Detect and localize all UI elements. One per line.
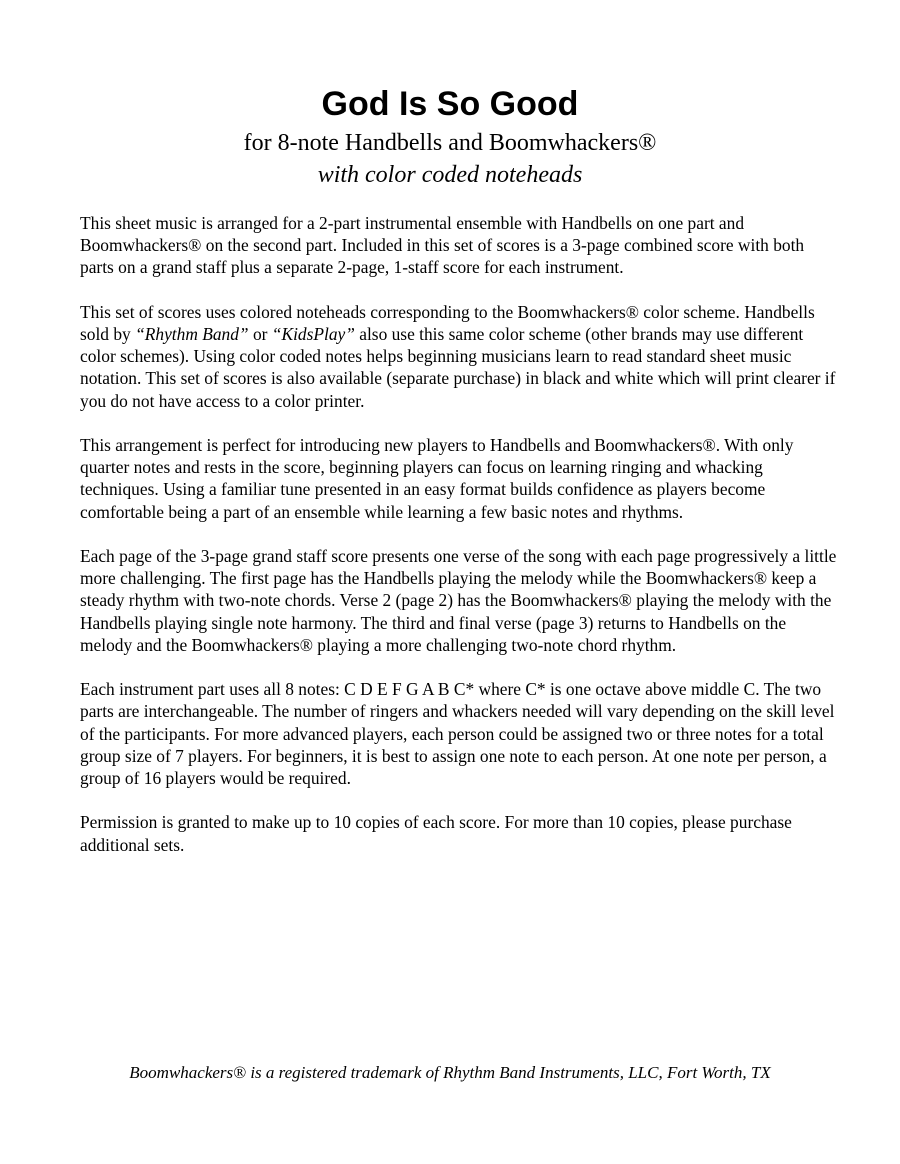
brand-kidsplay: “KidsPlay” <box>271 324 355 344</box>
paragraph-verses: Each page of the 3-page grand staff score presents one verse of the song with each page progressively a little more challenging. The first page has the Handbells playing the melody while the Boomwhackers® keep a steady rhythm with two-note chords. Verse 2 (page 2) has the Boomwhackers® playing the melody with the Handbells playing single note harmony. The third and final verse (page 3) returns to Handbells on the melody and the Boomwhackers® playing a more challenging two-note chord rhythm. <box>80 546 837 655</box>
trademark-footer: Boomwhackers® is a registered trademark of Rhythm Band Instruments, LLC, Fort Worth, TX <box>129 1063 771 1082</box>
body-text <box>80 212 840 878</box>
paragraph-color-scheme-part1: This set of scores uses colored noteheads corresponding to the Boomwhackers® color scheme. Handbells sold by <box>80 301 815 344</box>
paragraph-arrangement: This sheet music is arranged for a 2-part instrumental ensemble with Handbells on one part and Boomwhackers® on the second part. Included in this set of scores is a 3-page combined score with both parts on a grand staff plus a separate 2-page, 1-staff score for each instrument. <box>80 213 805 278</box>
paragraph-color-scheme-part2: or <box>248 324 272 344</box>
paragraph-color-scheme <box>80 301 840 412</box>
paragraph-introduction: This arrangement is perfect for introducing new players to Handbells and Boomwhackers®. With only quarter notes and rests in the score, beginning players can focus on learning ringing and whacking techniques. Using a familiar tune presented in an easy format builds confidence as players become comfortable being a part of an ensemble while learning a few basic notes and rhythms. <box>80 435 794 522</box>
page-subtitle: for 8-note Handbells and Boomwhackers® <box>243 130 657 156</box>
paragraph-notes: Each instrument part uses all 8 notes: C D E F G A B C* where C* is one octave above middle C. The two parts are interchangeable. The number of ringers and whackers needed will vary depending on the skill level of the participants. For more advanced players, each person could be assigned two or three notes for a total group size of 7 players. For beginners, it is best to assign one note to each person. At one note per person, a group of 16 players would be required. <box>80 679 835 789</box>
page-subtitle-italic: with color coded noteheads <box>317 162 583 188</box>
brand-rhythm-band: “Rhythm Band” <box>135 324 249 344</box>
paragraph-permission: Permission is granted to make up to 10 copies of each score. For more than 10 copies, please purchase additional sets. <box>80 812 792 855</box>
paragraph-color-scheme-part3: also use this same color scheme (other brands may use different color schemes). Using color coded notes helps beginning musicians learn to read standard sheet music notation. This set of scores is also available (separate purchase) in black and white which will print clearer if you do not have access to a color printer. <box>80 324 836 411</box>
page-title: God Is So Good <box>321 85 579 123</box>
